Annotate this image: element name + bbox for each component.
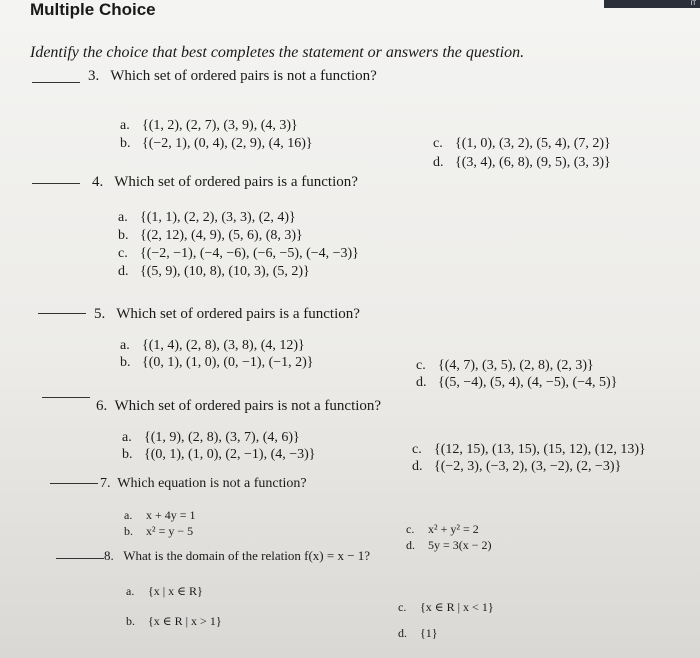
- question-number: 5.: [94, 306, 106, 322]
- answer-blank-8[interactable]: [56, 558, 104, 559]
- choice-6d[interactable]: d. {(−2, 3), (−3, 2), (3, −2), (2, −3)}: [412, 459, 622, 474]
- choice-4a[interactable]: a. {(1, 1), (2, 2), (3, 3), (2, 4)}: [118, 210, 296, 225]
- question-text: Which equation is not a function?: [117, 476, 307, 491]
- choice-8a[interactable]: a. {x | x ∈ R}: [126, 584, 203, 598]
- choice-7a[interactable]: a. x + 4y = 1: [124, 508, 196, 522]
- question-number: 7.: [100, 476, 111, 491]
- choice-7c[interactable]: c. x² + y² = 2: [406, 522, 479, 536]
- question-3: [88, 68, 377, 85]
- question-text: Which set of ordered pairs is a function?: [114, 174, 358, 190]
- choice-3c[interactable]: c. {(1, 0), (3, 2), (5, 4), (7, 2)}: [433, 136, 611, 151]
- choice-3a[interactable]: a. {(1, 2), (2, 7), (3, 9), (4, 3)}: [120, 118, 298, 133]
- question-text: Which set of ordered pairs is not a function?: [114, 398, 382, 414]
- choice-6b[interactable]: b. {(0, 1), (1, 0), (2, −1), (4, −3)}: [122, 447, 316, 462]
- corner-label: IT: [604, 0, 700, 8]
- choice-8d[interactable]: d. {1}: [398, 626, 438, 640]
- answer-blank-5[interactable]: [38, 313, 86, 314]
- choice-5b[interactable]: b. {(0, 1), (1, 0), (0, −1), (−1, 2)}: [120, 355, 314, 370]
- choice-5c[interactable]: c. {(4, 7), (3, 5), (2, 8), (2, 3)}: [416, 358, 594, 373]
- choice-8c[interactable]: c. {x ∈ R | x < 1}: [398, 600, 494, 614]
- question-5: [94, 306, 360, 323]
- choice-7b[interactable]: b. x² = y − 5: [124, 524, 194, 538]
- choice-3d[interactable]: d. {(3, 4), (6, 8), (9, 5), (3, 3)}: [433, 155, 611, 170]
- choice-6c[interactable]: c. {(12, 15), (13, 15), (15, 12), (12, 13)}: [412, 442, 646, 457]
- choice-5d[interactable]: d. {(5, −4), (5, 4), (4, −5), (−4, 5)}: [416, 375, 618, 390]
- question-text: Which set of ordered pairs is a function?: [116, 306, 360, 322]
- question-6: [96, 398, 381, 415]
- choice-4d[interactable]: d. {(5, 9), (10, 8), (10, 3), (5, 2)}: [118, 264, 310, 279]
- choice-5a[interactable]: a. {(1, 4), (2, 8), (3, 8), (4, 12)}: [120, 338, 305, 353]
- answer-blank-7[interactable]: [50, 483, 98, 484]
- choice-4b[interactable]: b. {(2, 12), (4, 9), (5, 6), (8, 3)}: [118, 228, 303, 243]
- choice-3b[interactable]: b. {(−2, 1), (0, 4), (2, 9), (4, 16)}: [120, 136, 313, 151]
- question-text: Which set of ordered pairs is not a function?: [110, 68, 377, 84]
- question-7: [100, 476, 307, 492]
- question-number: 3.: [88, 68, 100, 84]
- answer-blank-4[interactable]: [32, 183, 80, 184]
- question-number: 6.: [96, 398, 108, 414]
- section-title: Multiple Choice: [30, 0, 156, 19]
- instructions: Identify the choice that best completes the statement or answers the question.: [30, 44, 525, 61]
- choice-7d[interactable]: d. 5y = 3(x − 2): [406, 538, 492, 552]
- question-text: What is the domain of the relation f(x) = x − 1?: [123, 548, 371, 563]
- answer-blank-3[interactable]: [32, 82, 80, 83]
- choice-8b[interactable]: b. {x ∈ R | x > 1}: [126, 614, 222, 628]
- choice-6a[interactable]: a. {(1, 9), (2, 8), (3, 7), (4, 6)}: [122, 430, 300, 445]
- answer-blank-6[interactable]: [42, 397, 90, 398]
- question-4: [92, 174, 358, 191]
- question-8: [104, 548, 370, 564]
- question-number: 4.: [92, 174, 104, 190]
- question-number: 8.: [104, 548, 114, 563]
- choice-4c[interactable]: c. {(−2, −1), (−4, −6), (−6, −5), (−4, −3)}: [118, 246, 359, 261]
